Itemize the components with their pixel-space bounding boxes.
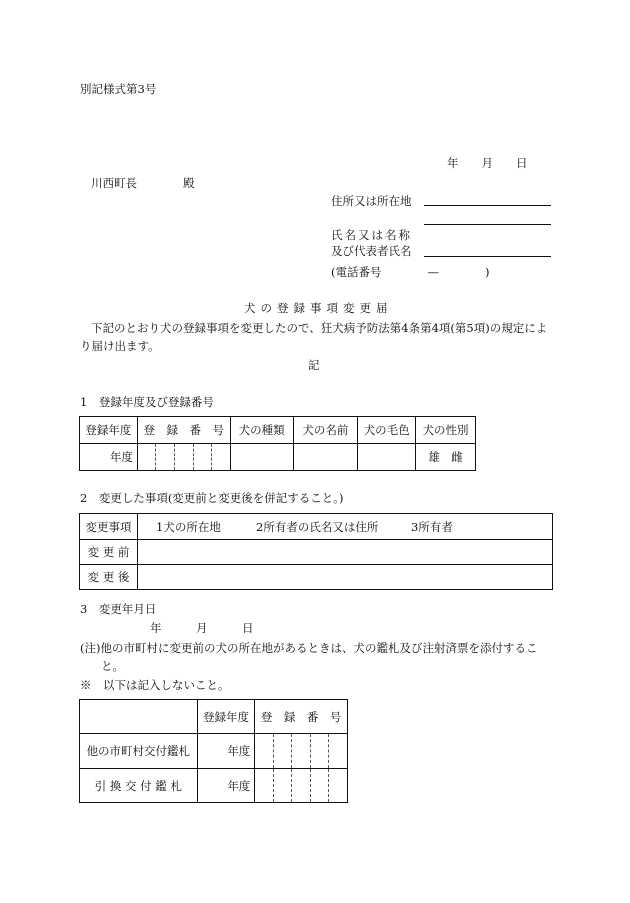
other-municipality-tag-label: 他の市町村交付鑑札 [80,734,198,769]
option-owner-name[interactable]: 2所有者の氏名又は住所 [256,519,379,534]
header-dog-sex: 犬の性別 [416,417,476,444]
option-location[interactable]: 1犬の所在地 [156,519,221,534]
office-header-blank [80,700,198,734]
name-cell[interactable] [293,444,358,471]
form-number: 別記様式第3号 [80,82,157,96]
section1-heading: 1 登録年度及び登録番号 [80,395,214,409]
ki-heading: 記 [308,358,320,372]
date-line: 年 月 日 [447,156,528,170]
name-field[interactable] [424,256,551,257]
body-text-2: り届け出ます。 [80,339,160,353]
addressee: 川西町長 殿 [91,176,195,190]
before-label: 変 更 前 [80,540,138,565]
section2-heading: 2 変更した事項(変更前と変更後を併記すること。) [80,491,344,505]
registration-table [79,416,476,471]
exchange-year: 年度 [197,769,255,803]
office-use-table [79,699,348,803]
header-dog-name: 犬の名前 [293,417,358,444]
note-line-2: と。 [101,659,124,673]
registration-number-cell[interactable] [137,444,230,471]
change-items-options[interactable] [138,514,553,540]
exchange-number [255,769,348,803]
form-title: 犬の登録事項変更届 [244,301,393,315]
office-header-year: 登録年度 [197,700,255,734]
body-text-1: 下記のとおり犬の登録事項を変更したので、狂犬病予防法第4条第4項(第5項)の規定によ [91,321,548,335]
section3-heading: 3 変更年月日 [80,602,157,616]
no-entry-note: ※ 以下は記入しないこと。 [80,678,230,692]
after-field[interactable] [138,565,553,590]
name-label: 氏名又は名称 [331,228,412,242]
header-dog-color: 犬の毛色 [358,417,416,444]
address-field[interactable] [424,205,551,206]
year-cell[interactable]: 年度 [80,444,138,471]
other-municipality-year: 年度 [197,734,255,769]
office-header-number: 登 録 番 号 [255,700,348,734]
change-date[interactable]: 年 月 日 [150,621,254,635]
sex-cell[interactable]: 雄 雌 [416,444,476,471]
option-owner[interactable]: 3所有者 [411,519,453,534]
change-items-label: 変更事項 [80,514,138,540]
color-cell[interactable] [358,444,416,471]
address-label: 住所又は所在地 [331,194,412,208]
phone-label: (電話番号 — ) [331,265,490,279]
breed-cell[interactable] [230,444,293,471]
representative-label: 及び代表者氏名 [331,244,412,258]
change-table [79,513,553,590]
address-field-2[interactable] [424,224,551,225]
other-municipality-number [255,734,348,769]
exchange-tag-label: 引 換 交 付 鑑 札 [80,769,198,803]
after-label: 変 更 後 [80,565,138,590]
before-field[interactable] [138,540,553,565]
header-dog-breed: 犬の種類 [230,417,293,444]
header-registration-number: 登 録 番 号 [137,417,230,444]
note-line-1: (注)他の市町村に変更前の犬の所在地があるときは、犬の鑑札及び注射済票を添付するこ [80,641,538,655]
header-registration-year: 登録年度 [80,417,138,444]
